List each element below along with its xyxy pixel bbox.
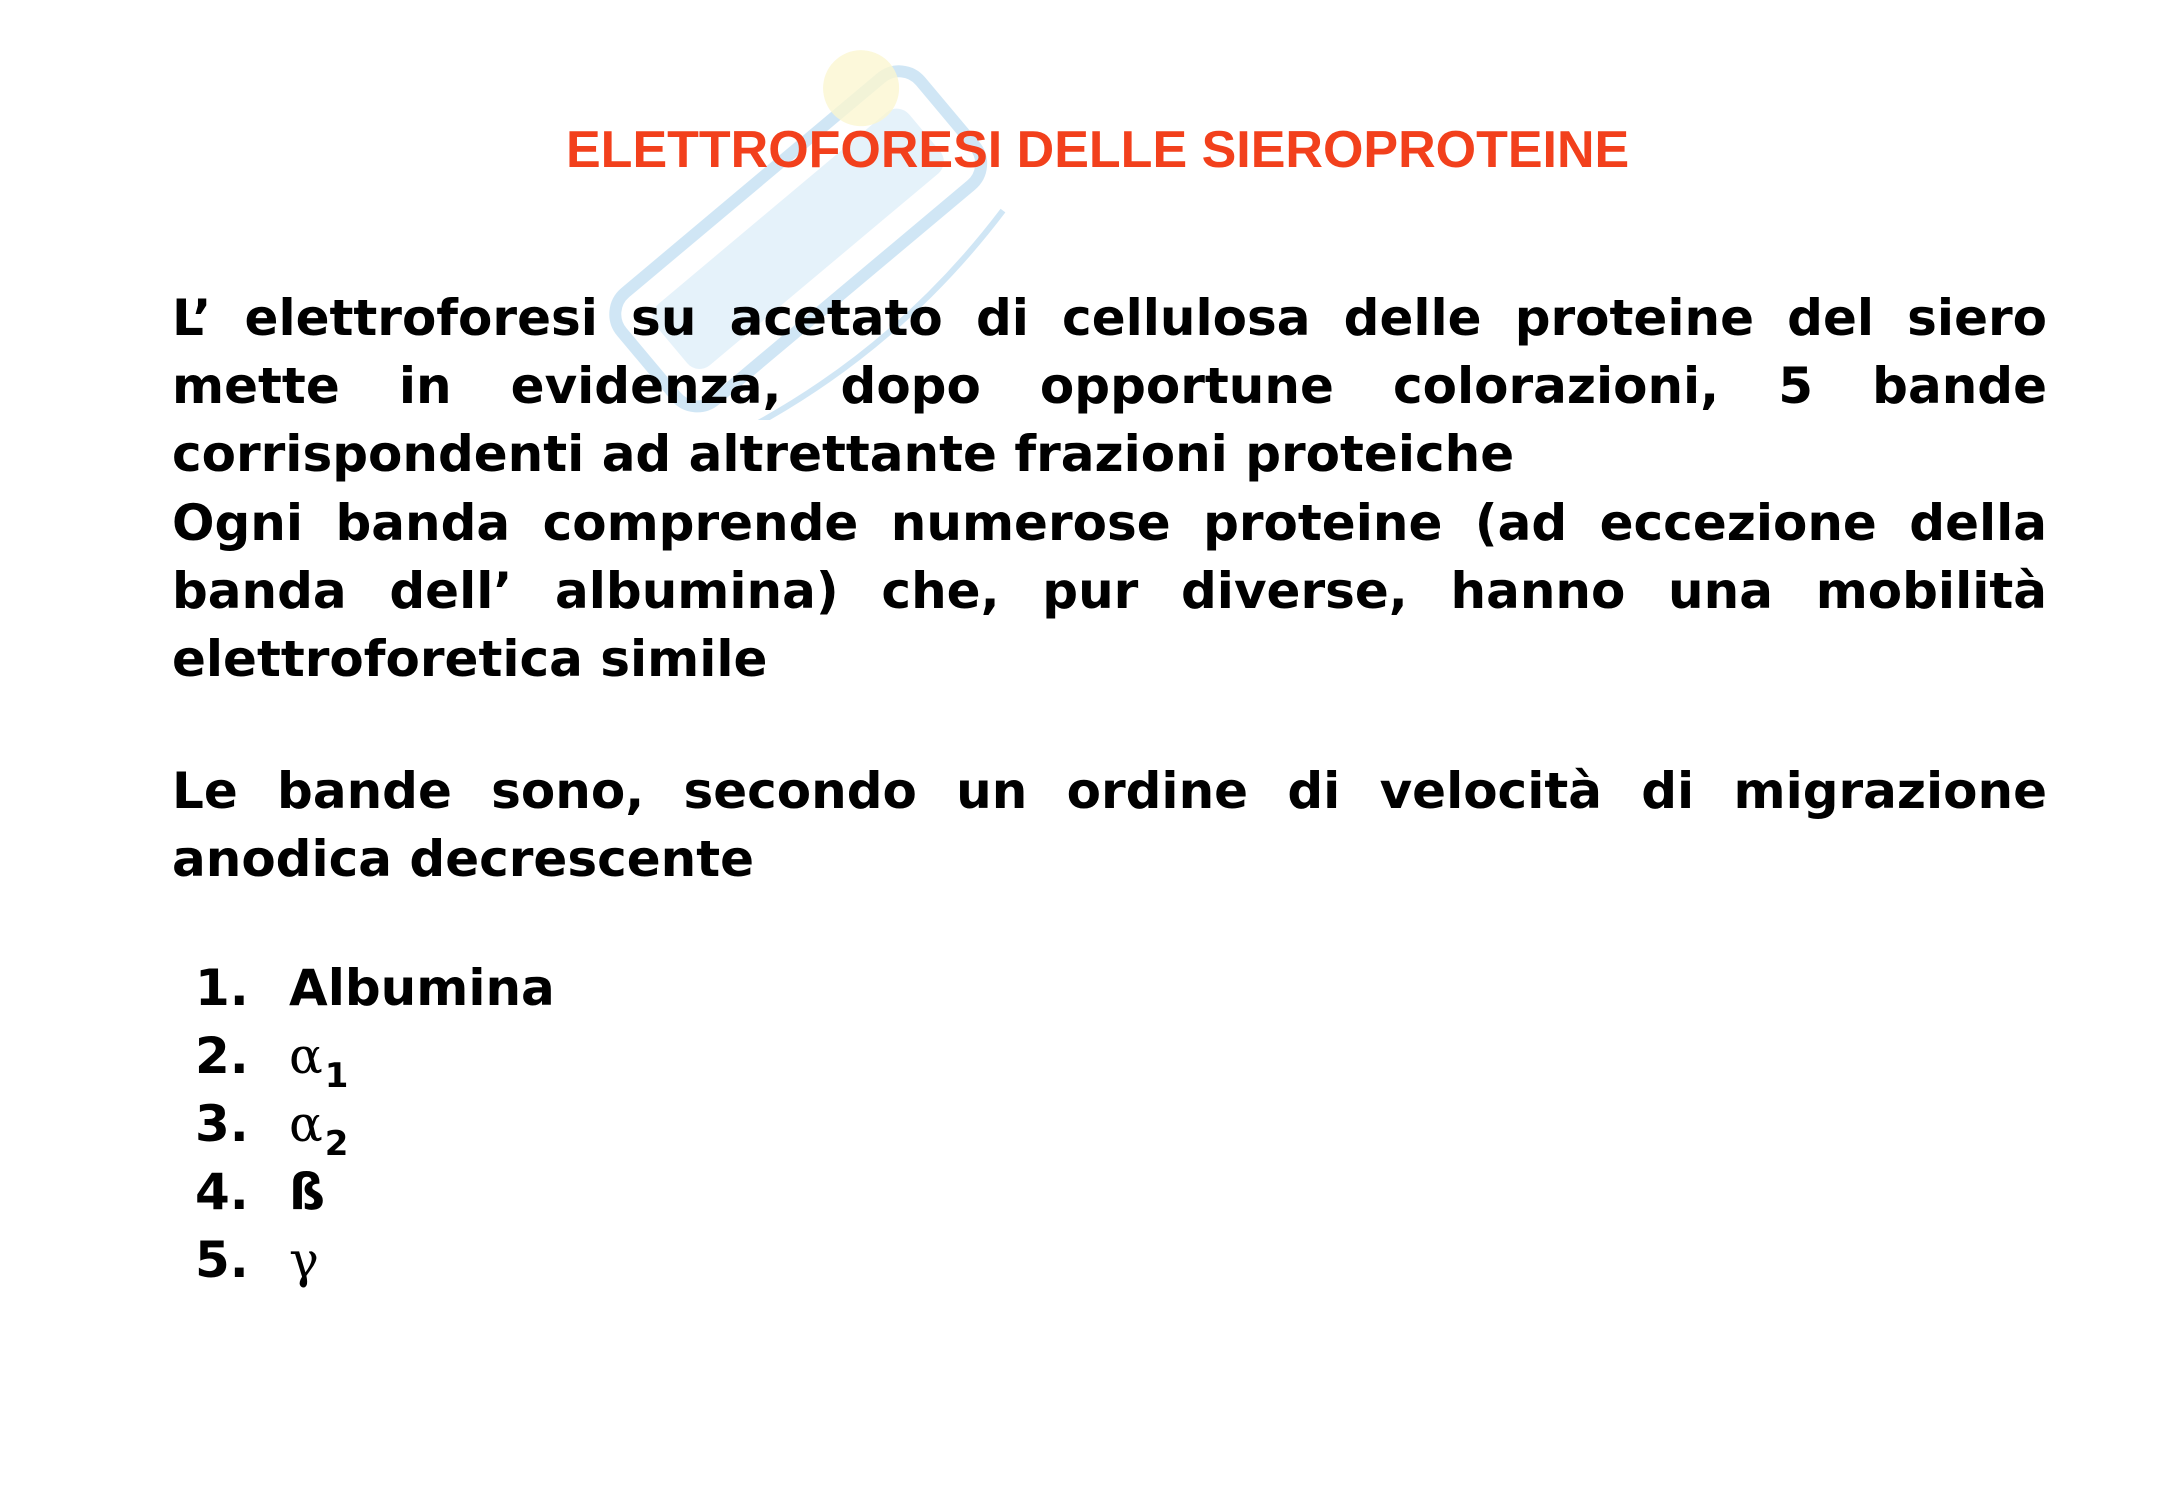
band-subscript: 1 [324, 1056, 349, 1096]
paragraph-band-order: Le bande sono, secondo un ordine di velocità di migrazione anodica decrescente [172, 762, 2047, 888]
band-label: γ [289, 1231, 319, 1289]
band-label: ß [289, 1163, 325, 1221]
band-item-alpha2 [195, 1090, 555, 1164]
band-number: 2. [195, 1027, 249, 1085]
band-label: α [289, 1027, 323, 1085]
band-item-beta [195, 1158, 555, 1226]
band-item-alpha1 [195, 1022, 555, 1096]
band-list [195, 954, 555, 1294]
band-item-albumina [195, 954, 555, 1022]
band-number: 1. [195, 959, 249, 1017]
band-number: 3. [195, 1095, 249, 1153]
band-subscript: 2 [324, 1124, 349, 1164]
band-label: α [289, 1095, 323, 1153]
band-item-gamma [195, 1226, 555, 1294]
paragraph-band-composition: Ogni banda comprende numerose proteine (ad eccezione della banda dell’ albumina) che, pur diverse, hanno una mobilità elettroforetica simile [172, 494, 2047, 688]
band-label: Albumina [289, 959, 555, 1017]
slide-title: ELETTROFORESI DELLE SIEROPROTEINE [566, 121, 1630, 179]
paragraph-electrophoresis-intro: L’ elettroforesi su acetato di cellulosa delle proteine del siero mette in evidenza, dopo opportune colorazioni, 5 bande corrispondenti ad altrettante frazioni proteiche [172, 289, 2047, 483]
band-number: 5. [195, 1231, 249, 1289]
band-number: 4. [195, 1163, 249, 1221]
